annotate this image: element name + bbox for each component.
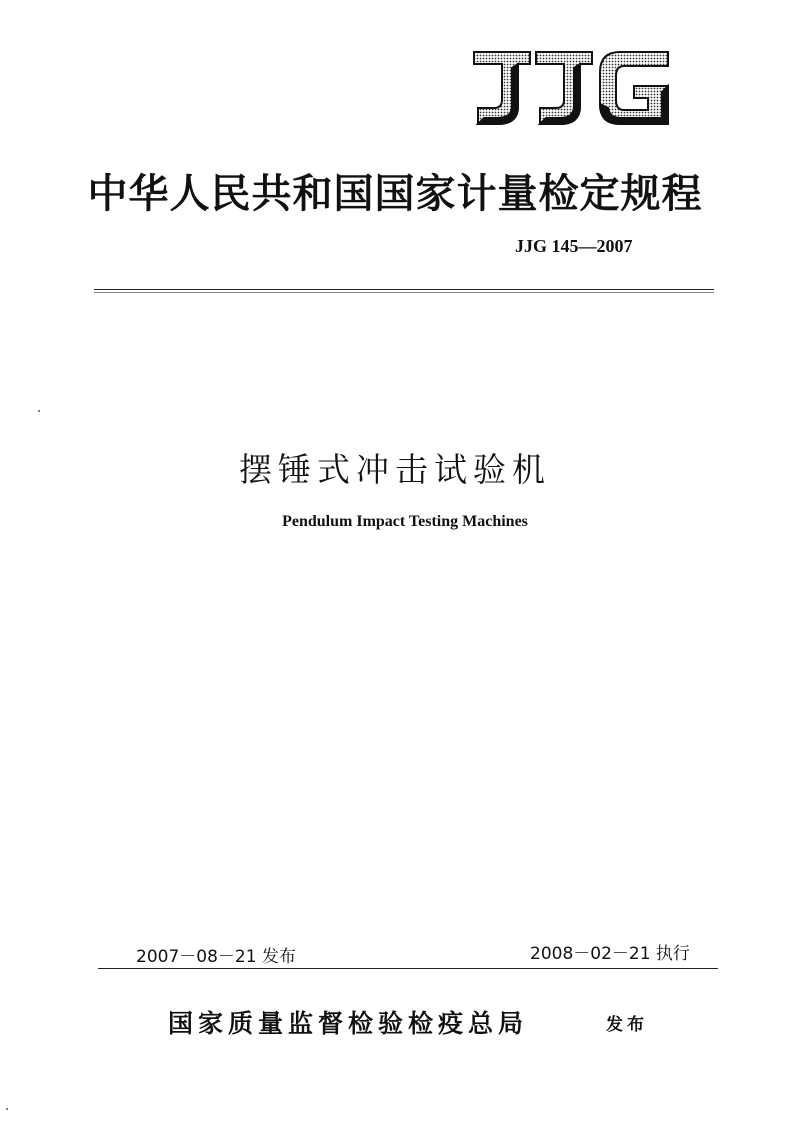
scan-speck	[38, 410, 40, 412]
footer-divider	[98, 968, 718, 969]
organization-title: 中华人民共和国国家计量检定规程	[87, 170, 703, 217]
standard-number: JJG 145—2007	[515, 236, 633, 256]
document-title-chinese: 摆锤式冲击试验机	[239, 450, 551, 489]
header-divider-thin	[94, 292, 714, 293]
jjg-logo	[470, 48, 672, 128]
scan-speck	[6, 1108, 8, 1110]
jjg-logo-graphic	[470, 48, 672, 128]
publisher-name: 国家质量监督检验检疫总局	[168, 1009, 529, 1038]
document-title-english: Pendulum Impact Testing Machines	[282, 513, 528, 530]
effective-date: 2008－02－21 执行	[530, 944, 690, 964]
publish-label: 发布	[606, 1015, 648, 1035]
header-divider	[94, 289, 714, 290]
issue-date: 2007－08－21 发布	[136, 947, 296, 967]
